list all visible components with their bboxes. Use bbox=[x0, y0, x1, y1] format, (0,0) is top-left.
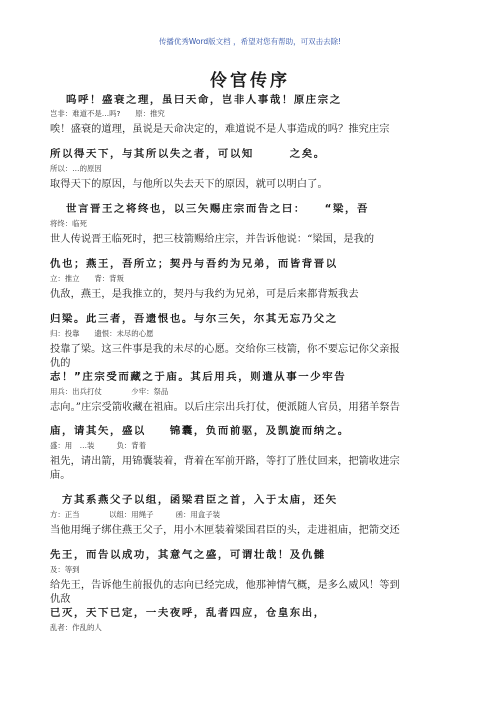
annotation-line: 将终：临死 bbox=[50, 219, 87, 228]
original-text-line: 呜呼！盛衰之理，虽曰天命，岂非人事哉！原庄宗之 bbox=[66, 94, 342, 106]
annotation-line: 盛：用 …装 负：背着 bbox=[50, 441, 147, 450]
original-text-line: 志！”庄宗受而藏之于庙。其后用兵，则遣从事一少牢告 bbox=[50, 371, 347, 383]
translation-line: 仇敌 bbox=[50, 594, 71, 605]
translation-line: 仇敌，燕王，是我推立的，契丹与我约为兄弟，可是后来都背叛我去 bbox=[50, 289, 359, 300]
translation-line: 仇的 bbox=[50, 358, 71, 369]
translation-line: 唉！盛衰的道理，虽说是天命决定的，难道说不是人事造成的吗？推究庄宗 bbox=[50, 124, 390, 135]
annotation-line: 归：投靠 遗恨：未尽的心愿 bbox=[50, 329, 154, 338]
annotation-line: 所以：…的原因 bbox=[50, 164, 102, 173]
original-text-line: 仇也；燕王，吾所立；契丹与吾约为兄弟，而皆背晋以 bbox=[50, 258, 338, 270]
translation-line: 世人传说晋王临死时，把三枝箭赐给庄宗，并告诉他说：“梁国，是我的 bbox=[50, 234, 375, 245]
original-text-line: 世言晋王之将终也，以三矢赐庄宗而告之曰： “梁，吾 bbox=[66, 203, 369, 215]
original-text-line: 所以得天下，与其所以失之者，可以知 之矣。 bbox=[50, 148, 326, 160]
annotation-line: 方：正当 以组：用绳子 函：用盒子装 bbox=[50, 510, 220, 519]
annotation-line: 岂非：难道不是…吗? 原：推究 bbox=[50, 109, 165, 118]
translation-line: 当他用绳子绑住燕王父子，用小木匣装着梁国君臣的头，走进祖庙，把箭交还 bbox=[50, 525, 400, 536]
annotation-line: 乱者：作乱的人 bbox=[50, 623, 102, 632]
annotation-line: 立：推立 背：背叛 bbox=[50, 274, 124, 283]
annotation-line: 及：等到 bbox=[50, 565, 80, 574]
original-text-line: 已灭，天下已定，一夫夜呼，乱者四应，仓皇东出， bbox=[50, 607, 326, 619]
original-text-line: 先王，而告以成功，其意气之盛，可谓壮哉！及仇雠 bbox=[50, 549, 326, 561]
original-text-line: 庙，请其矢，盛以 锦囊，负而前驱，及凯旋而纳之。 bbox=[50, 425, 350, 437]
document-title: 伶官传序 bbox=[210, 71, 290, 91]
original-text-line: 归梁。此三者，吾遗恨也。与尔三矢，尔其无忘乃父之 bbox=[50, 313, 338, 325]
original-text-line: 方其系燕父子以组，函梁君臣之首，入于太庙，还矢 bbox=[50, 494, 338, 506]
translation-line: 投靠了梁。这三件事是我的未尽的心愿。交给你三枝箭，你不要忘记你父亲报 bbox=[50, 344, 400, 355]
translation-line: 祖先，请出箭，用锦囊装着，背着在军前开路，等打了胜仗回来，把箭收进宗 bbox=[50, 456, 400, 467]
translation-line: 志向。”庄宗受箭收藏在祖庙。以后庄宗出兵打仗，便派随人官员，用猪羊祭告 bbox=[50, 402, 400, 413]
translation-line: 取得天下的原因，与他所以失去天下的原因，就可以明白了。 bbox=[50, 179, 328, 190]
translation-line: 给先王，告诉他生前报仇的志向已经完成，他那神情气概，是多么威风！等到 bbox=[50, 580, 400, 591]
annotation-line: 用兵：出兵打仗 少牢：祭品 bbox=[50, 387, 169, 396]
translation-line: 庙。 bbox=[50, 470, 71, 481]
document-banner: 传播优秀Word版文档 ，希望对您有帮助，可双击去除! bbox=[158, 37, 342, 46]
